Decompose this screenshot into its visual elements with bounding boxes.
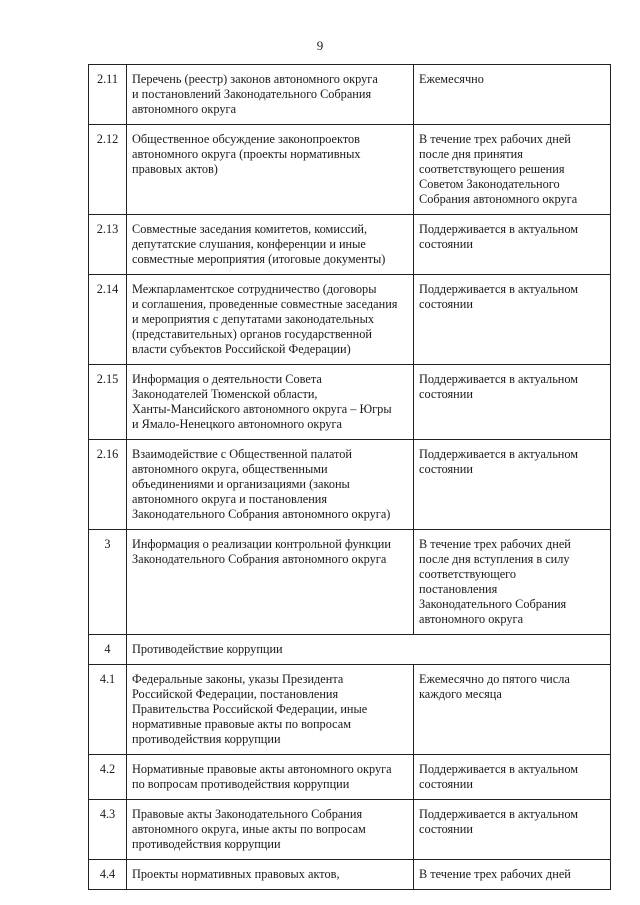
term-text: В течение трех рабочих дней после дня принятия соответствующего решения Советом Законодательного Собрания автономного округа: [419, 132, 578, 206]
table-row: [89, 215, 611, 275]
description-text: Совместные заседания комитетов, комиссий, депутатские слушания, конференции и иные совместные мероприятия (итоговые документы): [132, 222, 386, 266]
description-text: Информация о деятельности Совета Законодателей Тюменской области, Ханты-Мансийского автономного округа – Югры и Ямало-Ненецкого автономного округа: [132, 372, 392, 431]
row-description: [127, 65, 414, 125]
row-term: [414, 530, 611, 635]
table-row: [89, 530, 611, 635]
table-row: [89, 275, 611, 365]
row-description: [127, 365, 414, 440]
table-row: [89, 755, 611, 800]
table-row: [89, 440, 611, 530]
description-text: Проекты нормативных правовых актов,: [132, 867, 340, 881]
row-description: [127, 125, 414, 215]
row-description: [127, 800, 414, 860]
description-text: Межпарламентское сотрудничество (договоры и соглашения, проведенные совместные заседания и мероприятия с депутатами законодательных (представительных) органов государственной власти субъектов Российской Федерации): [132, 282, 398, 356]
row-number: 4.2: [89, 755, 127, 800]
description-text: Нормативные правовые акты автономного округа по вопросам противодействия коррупции: [132, 762, 392, 791]
table-row: [89, 65, 611, 125]
description-text: Взаимодействие с Общественной палатой автономного округа, общественными объединениями и организациями (законы автономного округа и постановления Законодательного Собрания автономного округа): [132, 447, 391, 521]
table-body: [89, 65, 611, 890]
row-number: 4.3: [89, 800, 127, 860]
term-text: Поддерживается в актуальном состоянии: [419, 807, 579, 836]
information-table: [88, 64, 611, 890]
term-text: Поддерживается в актуальном состоянии: [419, 282, 579, 311]
row-number: 2.11: [89, 65, 127, 125]
row-term: [414, 125, 611, 215]
section-row: [89, 635, 611, 665]
row-description: [127, 530, 414, 635]
row-term: [414, 365, 611, 440]
table-row: [89, 125, 611, 215]
term-text: Поддерживается в актуальном состоянии: [419, 372, 579, 401]
term-text: Поддерживается в актуальном состоянии: [419, 447, 579, 476]
term-text: Ежемесячно: [419, 72, 484, 86]
term-text: Поддерживается в актуальном состоянии: [419, 762, 579, 791]
description-text: Правовые акты Законодательного Собрания автономного округа, иные акты по вопросам противодействия коррупции: [132, 807, 366, 851]
row-description: [127, 275, 414, 365]
row-number: 4: [89, 635, 127, 665]
term-text: Поддерживается в актуальном состоянии: [419, 222, 579, 251]
section-title: [127, 635, 611, 665]
term-text: Ежемесячно до пятого числа каждого месяца: [419, 672, 570, 701]
row-description: [127, 215, 414, 275]
row-description: [127, 860, 414, 890]
row-number: 2.12: [89, 125, 127, 215]
term-text: В течение трех рабочих дней: [419, 867, 571, 881]
row-term: [414, 65, 611, 125]
row-description: [127, 665, 414, 755]
row-number: 2.14: [89, 275, 127, 365]
row-description: [127, 755, 414, 800]
row-number: 2.13: [89, 215, 127, 275]
row-number: 4.1: [89, 665, 127, 755]
row-term: [414, 860, 611, 890]
table-row: [89, 365, 611, 440]
table-row: [89, 800, 611, 860]
row-term: [414, 440, 611, 530]
term-text: В течение трех рабочих дней после дня вступления в силу соответствующего постановления Законодательного Собрания автономного округа: [419, 537, 571, 626]
row-term: [414, 755, 611, 800]
page-number: 9: [316, 38, 324, 53]
table-row: [89, 665, 611, 755]
row-term: [414, 665, 611, 755]
section-title-text: Противодействие коррупции: [132, 642, 283, 656]
row-term: [414, 215, 611, 275]
table-row: [89, 860, 611, 890]
row-term: [414, 275, 611, 365]
description-text: Информация о реализации контрольной функции Законодательного Собрания автономного округа: [132, 537, 391, 566]
row-number: 3: [89, 530, 127, 635]
description-text: Перечень (реестр) законов автономного округа и постановлений Законодательного Собрания автономного округа: [132, 72, 378, 116]
row-number: 2.16: [89, 440, 127, 530]
description-text: Общественное обсуждение законопроектов автономного округа (проекты нормативных правовых актов): [132, 132, 361, 176]
description-text: Федеральные законы, указы Президента Российской Федерации, постановления Правительства Российской Федерации, иные нормативные правовые акты по вопросам противодействия коррупции: [132, 672, 368, 746]
row-description: [127, 440, 414, 530]
row-term: [414, 800, 611, 860]
row-number: 2.15: [89, 365, 127, 440]
row-number: 4.4: [89, 860, 127, 890]
